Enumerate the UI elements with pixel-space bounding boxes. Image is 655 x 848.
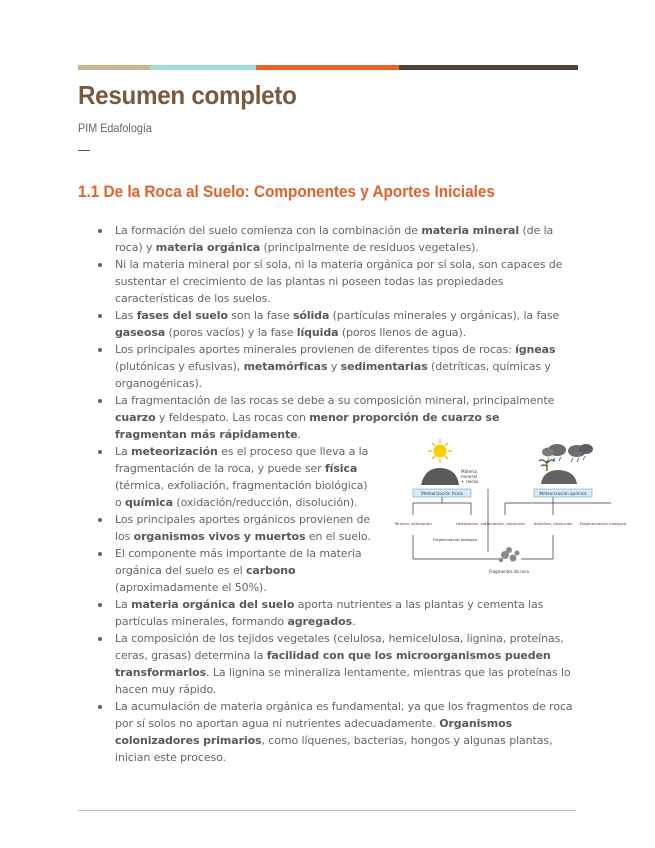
bullet-item <box>78 307 573 341</box>
rock-right-icon <box>541 470 577 484</box>
bullet-text: y feldespato. Las rocas con <box>155 411 310 424</box>
bullet-text: , como líquenes, bacterias, hongos y algunas plantas, inician este proceso. <box>115 734 553 764</box>
bullet-bold-text: gaseosa <box>115 326 166 339</box>
bullet-text: (de la roca) y <box>115 224 554 254</box>
bullet-text: (térmica, exfoliación, fragmentación biológica) o <box>115 479 368 509</box>
box-meteorizacion-quimica-label: Meteorización química <box>539 491 587 496</box>
bullet-text: Los principales aportes orgánicos provienen de los <box>115 513 371 543</box>
bullet-item <box>78 341 573 392</box>
bullet-text: . La lignina se mineraliza lentamente, mientras que las proteínas lo hacen muy rápido. <box>115 666 571 696</box>
document-subtitle: PIM Edafología <box>78 121 152 135</box>
bullet-text: aporta nutrientes a las plantas y cementa las partículas minerales, formando <box>115 598 544 628</box>
bullet-bold-text: materia orgánica <box>155 241 261 254</box>
bullet-text: La <box>115 445 132 458</box>
bullet-text: La formación del suelo comienza con la combinación de <box>115 224 422 237</box>
bullet-item <box>78 222 573 256</box>
bullet-bold-text: carbono <box>245 564 296 577</box>
rock-fragments-icon <box>499 547 520 562</box>
weathering-diagram <box>393 437 627 582</box>
bullet-text: (poros vacíos) y la fase <box>165 326 297 339</box>
bullet-bold-text: metamórficas <box>243 360 328 373</box>
bullet-bold-text: sólida <box>292 309 330 322</box>
bullet-bold-text: líquida <box>296 326 339 339</box>
bullet-item <box>78 698 573 766</box>
bullet-bold-text: menor proporción de cuarzo se fragmentan más rápidamente <box>115 411 500 441</box>
diagram-bottom-label: Fragmentos de roca <box>489 569 529 574</box>
bullet-text: (oxidación/reducción, disolución). <box>172 496 358 509</box>
bullet-text: El componente más importante de la materia orgánica del suelo es el <box>115 547 362 577</box>
bullet-item <box>78 511 377 545</box>
bullet-bold-text: Organismos colonizadores primarios <box>115 717 513 747</box>
footer-divider <box>78 810 576 811</box>
diagram-left-sub2: Hidratación, sal <box>456 521 486 526</box>
bullet-text: La <box>115 598 132 611</box>
bullet-item <box>78 256 573 307</box>
bullet-text: Ni la materia mineral por sí sola, ni la materia orgánica por sí sola, son capaces de sustentar el crecimiento de las plantas ni poseen todas las propiedades características de los suelos. <box>115 258 563 305</box>
header-color-bar <box>78 65 578 70</box>
bullet-text: Las <box>115 309 137 322</box>
bullet-bold-text: meteorización <box>131 445 218 458</box>
bullet-item <box>78 392 573 443</box>
title-dash-divider <box>78 150 90 151</box>
bullet-bold-text: química <box>125 496 173 509</box>
bullet-text: (poros llenos de agua). <box>338 326 467 339</box>
color-bar-segment-tan <box>78 65 150 70</box>
bullet-text: es el proceso que lleva a la fragmentación de la roca, y puede ser <box>115 445 369 475</box>
bullet-bold-text: cuarzo <box>115 411 156 424</box>
bullet-bold-text: física <box>324 462 358 475</box>
diagram-left-note: Fragmentación biológica <box>433 538 478 542</box>
diagram-right-sub2: Hidrólisis, disolución <box>533 521 573 526</box>
diagram-right-sub1: Oxidación, reducción <box>485 521 525 526</box>
bullet-item <box>78 596 573 630</box>
color-bar-segment-orange <box>256 65 399 70</box>
diagram-center-note: Materia mineral + raíces <box>461 469 479 484</box>
color-bar-segment-teal <box>150 65 256 70</box>
bullet-bold-text: materia orgánica del suelo <box>131 598 295 611</box>
bullet-bold-text: facilidad con que los microorganismos pueden transformarlos <box>115 649 551 679</box>
bullet-item <box>78 545 377 596</box>
bullet-bold-text: agregados <box>287 615 353 628</box>
bullet-text: . <box>297 428 301 441</box>
bullet-bold-text: organismos vivos y muertos <box>133 530 306 543</box>
bullet-text: La fragmentación de las rocas se debe a su composición mineral, principalmente <box>115 394 555 407</box>
bullet-text: . <box>352 615 356 628</box>
bullet-text: (aproximadamente el 50%). <box>115 581 267 594</box>
bullet-bold-text: ígneas <box>515 343 556 356</box>
weathering-diagram-svg <box>393 437 627 582</box>
bullet-bold-text: fases del suelo <box>136 309 228 322</box>
bullet-text: (partículas minerales y orgánicas), la fase <box>329 309 560 322</box>
color-bar-segment-dark <box>399 65 578 70</box>
bullet-text: La acumulación de materia orgánica es fundamental, ya que los fragmentos de roca por sí solos no aportan agua ni nutrientes adecuadamente. <box>115 700 573 730</box>
bullet-text: en el suelo. <box>305 530 371 543</box>
rock-left-icon <box>421 468 459 485</box>
bullet-bold-text: materia mineral <box>421 224 520 237</box>
diagram-left-sub1: Térmica, exfoliación <box>394 521 432 526</box>
rain-cloud-icon <box>542 444 566 462</box>
sun-icon <box>428 439 452 463</box>
rain-cloud-icon <box>568 444 593 462</box>
bullet-item <box>78 443 377 511</box>
bullet-item <box>78 630 573 698</box>
section-heading: 1.1 De la Roca al Suelo: Componentes y Aportes Iniciales <box>78 182 495 201</box>
bullet-text: Los principales aportes minerales provienen de diferentes tipos de rocas: <box>115 343 516 356</box>
box-meteorizacion-fisica-label: Meteorización física <box>421 491 463 496</box>
document-title: Resumen completo <box>78 80 297 110</box>
bullet-bold-text: sedimentarias <box>340 360 428 373</box>
bullet-text: La composición de los tejidos vegetales (celulosa, hemicelulosa, lignina, proteínas, ceras, grasas) determina la <box>115 632 564 662</box>
bullet-text: y <box>327 360 341 373</box>
bullet-text: (detríticas, químicas y organogénicas). <box>115 360 551 390</box>
plant-icon <box>539 460 555 471</box>
diagram-right-sub3: Fragmentación biológica <box>579 521 627 526</box>
bullet-text: (plutónicas y efusivas), <box>115 360 244 373</box>
bullet-text: son la fase <box>227 309 293 322</box>
bullet-text: (principalmente de residuos vegetales). <box>260 241 479 254</box>
